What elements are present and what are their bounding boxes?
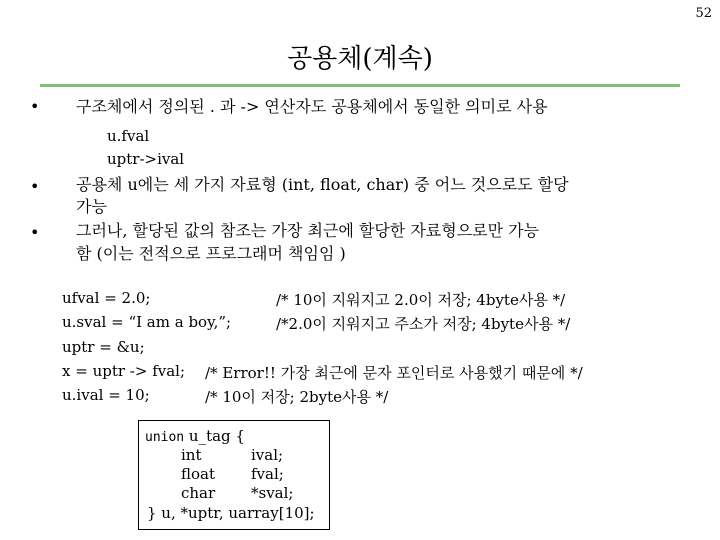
code-statement: x = uptr -> fval;	[62, 362, 186, 380]
page-title: 공용체(계속)	[287, 44, 433, 74]
union-keyword: union	[145, 430, 185, 445]
page-number: 52	[695, 6, 712, 21]
member-name: *sval;	[251, 484, 294, 502]
sub-line-ival: uptr->ival	[107, 150, 185, 168]
code-statement: u.sval = “I am a boy,”;	[62, 313, 232, 331]
code-comment: /*2.0이 지워지고 주소가 저장; 4byte사용 */	[276, 315, 571, 333]
code-statement: u.ival = 10;	[62, 386, 150, 404]
member-type: float	[181, 465, 216, 483]
bullet-text-2-cont: 가능	[76, 197, 107, 216]
union-definition-box	[138, 420, 330, 530]
code-comment: /* 10이 저장; 2byte사용 */	[205, 388, 389, 406]
code-statement: uptr = &u;	[62, 338, 145, 356]
code-comment: /* Error!! 가장 최근에 문자 포인터로 사용했기 때문에 */	[205, 364, 583, 382]
union-declaration-closing: } u, *uptr, uarray[10];	[147, 504, 315, 522]
bullet-text-3: 그러나, 할당된 값의 참조는 가장 최근에 할당한 자료형으로만 가능	[76, 221, 540, 240]
union-tag: u_tag {	[184, 427, 245, 445]
bullet-marker: •	[30, 97, 40, 116]
member-type: char	[181, 484, 216, 502]
code-statement: ufval = 2.0;	[62, 289, 151, 307]
member-name: ival;	[251, 446, 284, 464]
bullet-text-2: 공용체 u에는 세 가지 자료형 (int, float, char) 중 어느 것으로도 할당	[76, 175, 569, 194]
bullet-marker: •	[30, 223, 40, 242]
bullet-text-3-cont: 함 (이는 전적으로 프로그래머 책임임 )	[76, 244, 346, 263]
title-divider	[40, 84, 680, 87]
sub-line-fval: u.fval	[107, 127, 150, 145]
bullet-marker: •	[30, 177, 40, 196]
union-header	[145, 427, 245, 445]
code-comment: /* 10이 지워지고 2.0이 저장; 4byte사용 */	[276, 291, 566, 309]
member-name: fval;	[251, 465, 284, 483]
member-type: int	[181, 446, 202, 464]
bullet-text-1: 구조체에서 정의된 . 과 -> 연산자도 공용체에서 동일한 의미로 사용	[76, 97, 548, 116]
